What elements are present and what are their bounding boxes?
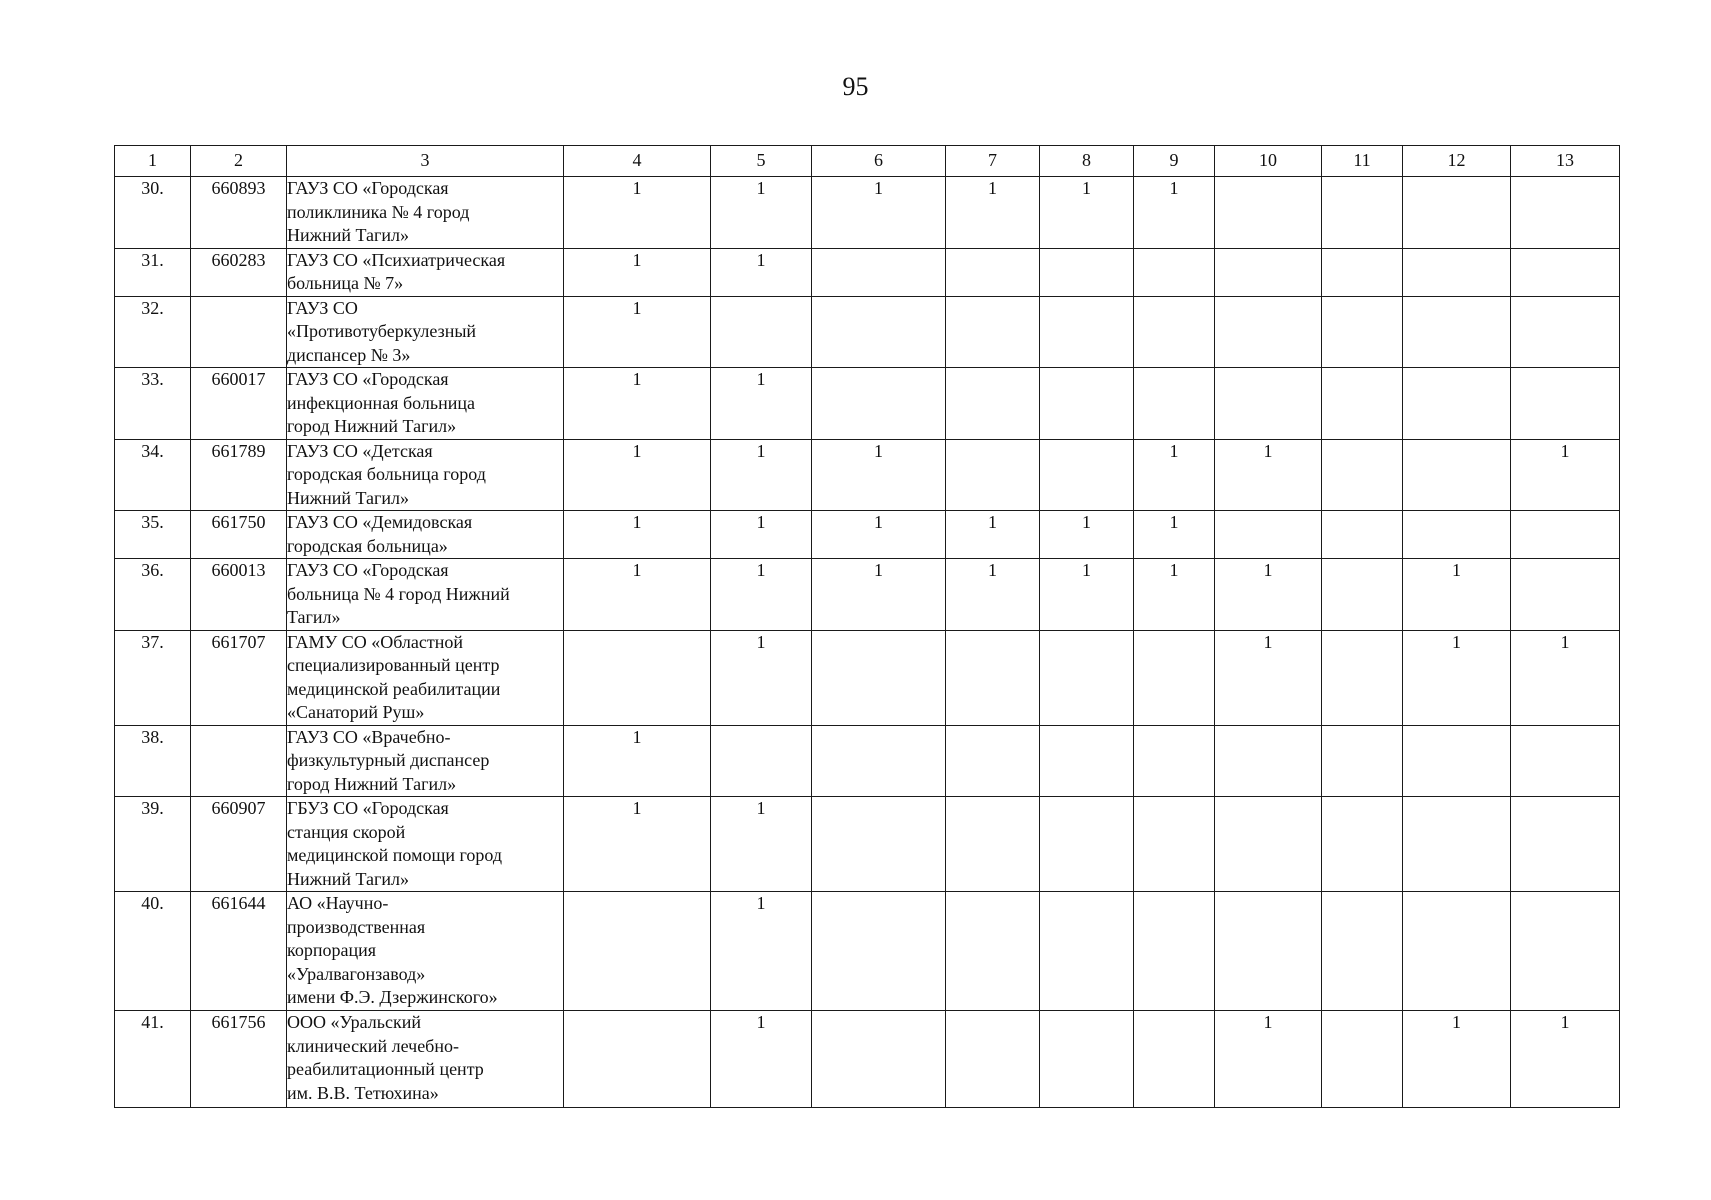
table-row bbox=[115, 892, 1620, 1011]
value-cell: 1 bbox=[812, 177, 946, 249]
value-cell bbox=[1403, 368, 1511, 440]
value-cell bbox=[1215, 511, 1322, 559]
value-cell bbox=[564, 630, 711, 725]
value-cell: 1 bbox=[1040, 177, 1134, 249]
value-cell bbox=[1040, 797, 1134, 892]
value-cell bbox=[1040, 296, 1134, 368]
value-cell bbox=[1511, 797, 1620, 892]
org-name-cell: ООО «Уральский клинический лечебно- реабилитационный центр им. В.В. Тетюхина» bbox=[287, 1011, 564, 1108]
value-cell bbox=[1322, 892, 1403, 1011]
table-row bbox=[115, 511, 1620, 559]
header-row bbox=[115, 146, 1620, 177]
value-cell bbox=[1134, 797, 1215, 892]
value-cell bbox=[946, 725, 1040, 797]
value-cell: 1 bbox=[946, 511, 1040, 559]
value-cell bbox=[1134, 630, 1215, 725]
value-cell bbox=[812, 1011, 946, 1108]
row-number-cell: 39. bbox=[115, 797, 191, 892]
value-cell: 1 bbox=[711, 368, 812, 440]
org-name-cell: ГАУЗ СО «Демидовская городская больница» bbox=[287, 511, 564, 559]
value-cell: 1 bbox=[1134, 177, 1215, 249]
row-number-cell: 31. bbox=[115, 248, 191, 296]
row-number-cell: 36. bbox=[115, 559, 191, 631]
value-cell: 1 bbox=[812, 559, 946, 631]
column-header: 11 bbox=[1322, 146, 1403, 177]
value-cell: 1 bbox=[564, 439, 711, 511]
org-name-cell: ГАУЗ СО «Городская больница № 4 город Нижний Тагил» bbox=[287, 559, 564, 631]
value-cell bbox=[1511, 248, 1620, 296]
value-cell: 1 bbox=[711, 559, 812, 631]
value-cell bbox=[946, 630, 1040, 725]
value-cell bbox=[1322, 725, 1403, 797]
value-cell bbox=[564, 1011, 711, 1108]
value-cell: 1 bbox=[946, 559, 1040, 631]
table-header bbox=[115, 146, 1620, 177]
value-cell bbox=[1215, 177, 1322, 249]
value-cell: 1 bbox=[1511, 439, 1620, 511]
org-name-cell: ГАУЗ СО «Детская городская больница город Нижний Тагил» bbox=[287, 439, 564, 511]
column-header: 3 bbox=[287, 146, 564, 177]
column-header: 8 bbox=[1040, 146, 1134, 177]
value-cell bbox=[711, 725, 812, 797]
org-code-cell: 661789 bbox=[191, 439, 287, 511]
column-header: 2 bbox=[191, 146, 287, 177]
org-code-cell: 660283 bbox=[191, 248, 287, 296]
table-row bbox=[115, 725, 1620, 797]
value-cell bbox=[1322, 511, 1403, 559]
value-cell bbox=[946, 797, 1040, 892]
value-cell: 1 bbox=[564, 511, 711, 559]
value-cell: 1 bbox=[1134, 559, 1215, 631]
table-row bbox=[115, 368, 1620, 440]
column-header: 7 bbox=[946, 146, 1040, 177]
value-cell bbox=[1040, 725, 1134, 797]
value-cell: 1 bbox=[1215, 630, 1322, 725]
row-number-cell: 34. bbox=[115, 439, 191, 511]
column-header: 5 bbox=[711, 146, 812, 177]
value-cell bbox=[1134, 296, 1215, 368]
value-cell bbox=[1403, 725, 1511, 797]
value-cell bbox=[946, 1011, 1040, 1108]
value-cell bbox=[1322, 439, 1403, 511]
row-number-cell: 33. bbox=[115, 368, 191, 440]
value-cell: 1 bbox=[946, 177, 1040, 249]
table-body bbox=[115, 177, 1620, 1108]
row-number-cell: 37. bbox=[115, 630, 191, 725]
value-cell bbox=[812, 725, 946, 797]
org-code-cell: 660017 bbox=[191, 368, 287, 440]
value-cell bbox=[1322, 1011, 1403, 1108]
value-cell: 1 bbox=[1403, 1011, 1511, 1108]
row-number-cell: 30. bbox=[115, 177, 191, 249]
value-cell: 1 bbox=[1215, 1011, 1322, 1108]
row-number-cell: 38. bbox=[115, 725, 191, 797]
org-code-cell: 660893 bbox=[191, 177, 287, 249]
value-cell: 1 bbox=[711, 248, 812, 296]
value-cell bbox=[1403, 439, 1511, 511]
value-cell bbox=[1511, 892, 1620, 1011]
row-number-cell: 35. bbox=[115, 511, 191, 559]
value-cell bbox=[1511, 296, 1620, 368]
value-cell: 1 bbox=[1403, 630, 1511, 725]
value-cell: 1 bbox=[1134, 511, 1215, 559]
value-cell bbox=[946, 368, 1040, 440]
value-cell: 1 bbox=[1215, 559, 1322, 631]
value-cell: 1 bbox=[564, 296, 711, 368]
value-cell bbox=[1322, 630, 1403, 725]
data-table bbox=[114, 145, 1620, 1108]
value-cell: 1 bbox=[711, 797, 812, 892]
value-cell bbox=[1322, 248, 1403, 296]
org-code-cell bbox=[191, 296, 287, 368]
value-cell bbox=[1322, 177, 1403, 249]
table-row bbox=[115, 559, 1620, 631]
org-code-cell: 660013 bbox=[191, 559, 287, 631]
value-cell bbox=[1403, 177, 1511, 249]
value-cell: 1 bbox=[564, 559, 711, 631]
value-cell: 1 bbox=[711, 511, 812, 559]
table-row bbox=[115, 797, 1620, 892]
value-cell bbox=[1134, 248, 1215, 296]
org-name-cell: ГАУЗ СО «Психиатрическая больница № 7» bbox=[287, 248, 564, 296]
org-code-cell bbox=[191, 725, 287, 797]
table-row bbox=[115, 630, 1620, 725]
org-name-cell: ГАУЗ СО «Противотуберкулезный диспансер № 3» bbox=[287, 296, 564, 368]
org-name-cell: ГАУЗ СО «Городская инфекционная больница город Нижний Тагил» bbox=[287, 368, 564, 440]
value-cell: 1 bbox=[812, 439, 946, 511]
column-header: 13 bbox=[1511, 146, 1620, 177]
value-cell: 1 bbox=[1511, 1011, 1620, 1108]
org-name-cell: ГБУЗ СО «Городская станция скорой медицинской помощи город Нижний Тагил» bbox=[287, 797, 564, 892]
value-cell bbox=[1511, 511, 1620, 559]
value-cell: 1 bbox=[711, 892, 812, 1011]
row-number-cell: 32. bbox=[115, 296, 191, 368]
value-cell bbox=[1040, 368, 1134, 440]
value-cell: 1 bbox=[564, 725, 711, 797]
value-cell bbox=[1134, 725, 1215, 797]
value-cell bbox=[711, 296, 812, 368]
value-cell bbox=[1403, 892, 1511, 1011]
value-cell bbox=[1322, 797, 1403, 892]
value-cell bbox=[946, 248, 1040, 296]
value-cell bbox=[1215, 248, 1322, 296]
value-cell bbox=[812, 630, 946, 725]
value-cell bbox=[1215, 296, 1322, 368]
row-number-cell: 41. bbox=[115, 1011, 191, 1108]
value-cell bbox=[812, 797, 946, 892]
value-cell bbox=[946, 296, 1040, 368]
value-cell bbox=[1040, 1011, 1134, 1108]
value-cell: 1 bbox=[711, 439, 812, 511]
row-number-cell: 40. bbox=[115, 892, 191, 1011]
value-cell bbox=[1040, 630, 1134, 725]
org-code-cell: 661707 bbox=[191, 630, 287, 725]
value-cell bbox=[1322, 368, 1403, 440]
value-cell bbox=[1134, 368, 1215, 440]
value-cell: 1 bbox=[1511, 630, 1620, 725]
value-cell bbox=[1511, 559, 1620, 631]
org-code-cell: 661756 bbox=[191, 1011, 287, 1108]
value-cell bbox=[1322, 559, 1403, 631]
column-header: 9 bbox=[1134, 146, 1215, 177]
column-header: 10 bbox=[1215, 146, 1322, 177]
value-cell bbox=[1403, 296, 1511, 368]
value-cell bbox=[564, 892, 711, 1011]
org-code-cell: 660907 bbox=[191, 797, 287, 892]
org-code-cell: 661750 bbox=[191, 511, 287, 559]
value-cell bbox=[812, 248, 946, 296]
value-cell bbox=[1403, 797, 1511, 892]
column-header: 12 bbox=[1403, 146, 1511, 177]
column-header: 6 bbox=[812, 146, 946, 177]
value-cell bbox=[812, 368, 946, 440]
value-cell: 1 bbox=[1403, 559, 1511, 631]
value-cell: 1 bbox=[564, 797, 711, 892]
value-cell bbox=[1215, 368, 1322, 440]
value-cell bbox=[946, 892, 1040, 1011]
table-row bbox=[115, 177, 1620, 249]
value-cell bbox=[1511, 368, 1620, 440]
table-row bbox=[115, 248, 1620, 296]
value-cell: 1 bbox=[812, 511, 946, 559]
value-cell bbox=[946, 439, 1040, 511]
value-cell bbox=[812, 892, 946, 1011]
org-code-cell: 661644 bbox=[191, 892, 287, 1011]
value-cell: 1 bbox=[711, 177, 812, 249]
value-cell: 1 bbox=[1040, 511, 1134, 559]
value-cell: 1 bbox=[1134, 439, 1215, 511]
value-cell bbox=[1511, 725, 1620, 797]
value-cell bbox=[1040, 248, 1134, 296]
value-cell bbox=[812, 296, 946, 368]
value-cell: 1 bbox=[564, 248, 711, 296]
table-row bbox=[115, 296, 1620, 368]
value-cell bbox=[1215, 797, 1322, 892]
value-cell bbox=[1040, 439, 1134, 511]
table-row bbox=[115, 439, 1620, 511]
value-cell: 1 bbox=[711, 630, 812, 725]
value-cell bbox=[1511, 177, 1620, 249]
value-cell bbox=[1403, 248, 1511, 296]
value-cell bbox=[1134, 1011, 1215, 1108]
org-name-cell: ГАМУ СО «Областной специализированный центр медицинской реабилитации «Санаторий Руш» bbox=[287, 630, 564, 725]
value-cell: 1 bbox=[564, 177, 711, 249]
column-header: 1 bbox=[115, 146, 191, 177]
value-cell bbox=[1322, 296, 1403, 368]
column-header: 4 bbox=[564, 146, 711, 177]
page-number: 95 bbox=[842, 72, 869, 101]
value-cell bbox=[1215, 725, 1322, 797]
value-cell bbox=[1040, 892, 1134, 1011]
org-name-cell: ГАУЗ СО «Городская поликлиника № 4 город Нижний Тагил» bbox=[287, 177, 564, 249]
value-cell: 1 bbox=[1040, 559, 1134, 631]
org-name-cell: ГАУЗ СО «Врачебно- физкультурный диспансер город Нижний Тагил» bbox=[287, 725, 564, 797]
value-cell bbox=[1134, 892, 1215, 1011]
table-row bbox=[115, 1011, 1620, 1108]
value-cell bbox=[1215, 892, 1322, 1011]
value-cell: 1 bbox=[711, 1011, 812, 1108]
value-cell: 1 bbox=[564, 368, 711, 440]
value-cell bbox=[1403, 511, 1511, 559]
value-cell: 1 bbox=[1215, 439, 1322, 511]
org-name-cell: АО «Научно- производственная корпорация «Уралвагонзавод» имени Ф.Э. Дзержинского» bbox=[287, 892, 564, 1011]
